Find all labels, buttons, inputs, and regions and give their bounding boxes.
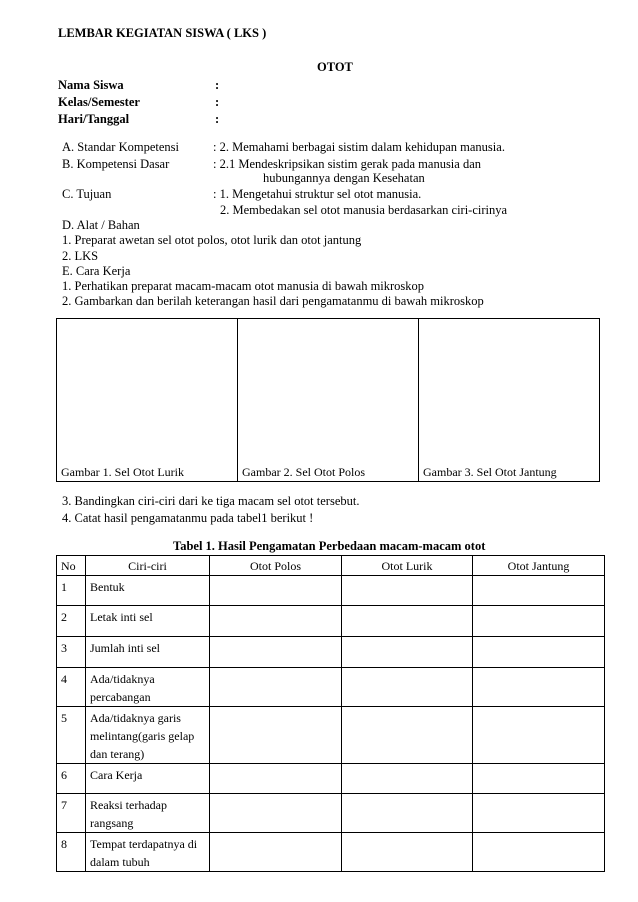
row-number: 1 bbox=[57, 576, 86, 606]
header-striated-muscle: Otot Lurik bbox=[342, 556, 473, 576]
class-separator: : bbox=[215, 95, 220, 109]
table-row bbox=[57, 668, 605, 707]
row-number: 8 bbox=[57, 833, 86, 872]
cell-striated[interactable] bbox=[342, 576, 473, 606]
header-cardiac-muscle: Otot Jantung bbox=[473, 556, 605, 576]
observation-table bbox=[56, 555, 605, 872]
page-title: LEMBAR KEGIATAN SISWA ( LKS ) bbox=[58, 26, 267, 40]
row-number: 3 bbox=[57, 637, 86, 668]
materials-heading: D. Alat / Bahan bbox=[62, 218, 140, 232]
row-characteristic: Bentuk bbox=[86, 576, 210, 606]
row-characteristic: Ada/tidaknya percabangan bbox=[86, 668, 210, 707]
cell-cardiac[interactable] bbox=[473, 606, 605, 637]
figure-1-box[interactable] bbox=[57, 319, 238, 482]
cell-smooth[interactable] bbox=[210, 606, 342, 637]
cell-striated[interactable] bbox=[342, 668, 473, 707]
steps-heading: E. Cara Kerja bbox=[62, 264, 131, 278]
date-separator: : bbox=[215, 112, 220, 126]
table-row bbox=[57, 794, 605, 833]
cell-cardiac[interactable] bbox=[473, 576, 605, 606]
step-4: 4. Catat hasil pengamatanmu pada tabel1 berikut ! bbox=[62, 511, 314, 525]
table-row bbox=[57, 637, 605, 668]
objective-item-1: : 1. Mengetahui struktur sel otot manusia. bbox=[213, 187, 422, 201]
row-characteristic: Jumlah inti sel bbox=[86, 637, 210, 668]
row-number: 6 bbox=[57, 764, 86, 794]
step-1: 1. Perhatikan preparat macam-macam otot manusia di bawah mikroskop bbox=[62, 279, 425, 293]
objective-item-2: 2. Membedakan sel otot manusia berdasarkan ciri-cirinya bbox=[220, 203, 508, 217]
cell-striated[interactable] bbox=[342, 637, 473, 668]
row-characteristic: Reaksi terhadap rangsang bbox=[86, 794, 210, 833]
cell-cardiac[interactable] bbox=[473, 764, 605, 794]
row-number: 7 bbox=[57, 794, 86, 833]
figure-1-caption: Gambar 1. Sel Otot Lurik bbox=[61, 465, 184, 479]
step-2: 2. Gambarkan dan berilah keterangan hasil dari pengamatanmu di bawah mikroskop bbox=[62, 294, 484, 308]
cell-cardiac[interactable] bbox=[473, 794, 605, 833]
row-number: 4 bbox=[57, 668, 86, 707]
figure-2-caption: Gambar 2. Sel Otot Polos bbox=[242, 465, 365, 479]
standard-competence-label: A. Standar Kompetensi bbox=[62, 140, 179, 154]
table-caption: Tabel 1. Hasil Pengamatan Perbedaan macam-macam otot bbox=[173, 539, 486, 553]
figure-drawing-table bbox=[56, 318, 600, 482]
cell-cardiac[interactable] bbox=[473, 637, 605, 668]
materials-item-1: 1. Preparat awetan sel otot polos, otot lurik dan otot jantung bbox=[62, 233, 362, 247]
cell-striated[interactable] bbox=[342, 606, 473, 637]
cell-smooth[interactable] bbox=[210, 833, 342, 872]
row-characteristic: Tempat terdapatnya di dalam tubuh bbox=[86, 833, 210, 872]
cell-smooth[interactable] bbox=[210, 794, 342, 833]
cell-cardiac[interactable] bbox=[473, 668, 605, 707]
standard-competence-value: : 2. Memahami berbagai sistim dalam kehidupan manusia. bbox=[213, 140, 505, 154]
table-row bbox=[57, 576, 605, 606]
cell-striated[interactable] bbox=[342, 764, 473, 794]
date-label: Hari/Tanggal bbox=[58, 112, 130, 126]
figure-3-caption: Gambar 3. Sel Otot Jantung bbox=[423, 465, 557, 479]
cell-cardiac[interactable] bbox=[473, 833, 605, 872]
materials-item-2: 2. LKS bbox=[62, 249, 99, 263]
figure-3-box[interactable] bbox=[419, 319, 600, 482]
cell-striated[interactable] bbox=[342, 794, 473, 833]
header-characteristics: Ciri-ciri bbox=[86, 556, 210, 576]
subject-title: OTOT bbox=[317, 60, 353, 74]
basic-competence-value-line1: : 2.1 Mendeskripsikan sistim gerak pada manusia dan bbox=[213, 157, 481, 171]
table-row bbox=[57, 833, 605, 872]
row-number: 5 bbox=[57, 707, 86, 764]
name-separator: : bbox=[215, 78, 220, 92]
row-characteristic: Letak inti sel bbox=[86, 606, 210, 637]
name-label: Nama Siswa bbox=[58, 78, 124, 92]
table-row bbox=[57, 764, 605, 794]
row-characteristic: Cara Kerja bbox=[86, 764, 210, 794]
row-characteristic: Ada/tidaknya garis melintang(garis gelap dan terang) bbox=[86, 707, 210, 764]
cell-cardiac[interactable] bbox=[473, 707, 605, 764]
basic-competence-label: B. Kompetensi Dasar bbox=[62, 157, 170, 171]
table-row bbox=[57, 606, 605, 637]
cell-striated[interactable] bbox=[342, 833, 473, 872]
cell-smooth[interactable] bbox=[210, 668, 342, 707]
header-smooth-muscle: Otot Polos bbox=[210, 556, 342, 576]
table-header-row bbox=[57, 556, 605, 576]
header-no: No bbox=[57, 556, 86, 576]
table-row bbox=[57, 707, 605, 764]
cell-smooth[interactable] bbox=[210, 637, 342, 668]
step-3: 3. Bandingkan ciri-ciri dari ke tiga macam sel otot tersebut. bbox=[62, 494, 360, 508]
cell-striated[interactable] bbox=[342, 707, 473, 764]
cell-smooth[interactable] bbox=[210, 764, 342, 794]
cell-smooth[interactable] bbox=[210, 707, 342, 764]
objective-label: C. Tujuan bbox=[62, 187, 112, 201]
basic-competence-value-line2: hubungannya dengan Kesehatan bbox=[263, 171, 425, 185]
row-number: 2 bbox=[57, 606, 86, 637]
figure-2-box[interactable] bbox=[238, 319, 419, 482]
class-label: Kelas/Semester bbox=[58, 95, 140, 109]
cell-smooth[interactable] bbox=[210, 576, 342, 606]
